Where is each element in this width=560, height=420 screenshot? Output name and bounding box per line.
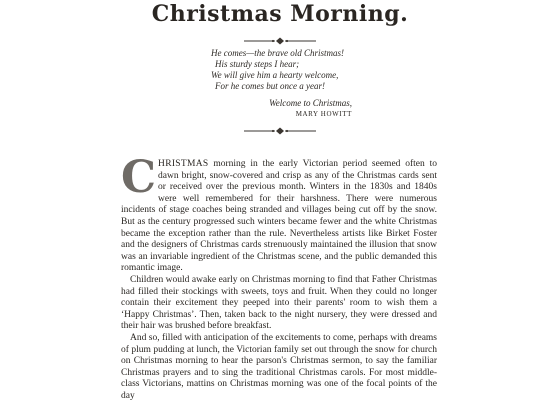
drop-cap: C xyxy=(121,152,157,203)
poem-line: He comes—the brave old Christmas! xyxy=(211,48,344,58)
article-paragraph: And so, filled with anticipation of the excitements to come, perhaps with dreams of plum pudding at lunch, the Victorian family set out through the snow for church on Christmas morning to hear the parson's Christmas sermon, to say the familiar Christmas prayers and to sing the traditional Christmas carols. For most middle-class Victorians, mattins on Christmas morning was one of the focal points of the day xyxy=(121,332,437,401)
diamond-rule-ornament-icon xyxy=(244,127,316,135)
page-title: Christmas Morning. xyxy=(151,1,409,27)
poem-source: Welcome to Christmas, xyxy=(269,98,352,108)
poem-line: We will give him a hearty welcome, xyxy=(211,70,339,80)
diamond-rule-ornament-icon xyxy=(244,37,316,45)
poem-attribution xyxy=(232,98,352,120)
lead-word: HRISTMAS xyxy=(158,159,209,169)
article-paragraph: Children would awake early on Christmas morning to find that Father Christmas had filled their stockings with sweets, toys and fruit. When they could no longer contain their excitement they peeped into their parents' room to wish them a ‘Happy Christmas’. Then, taken back to the night nursery, they were dressed and their hair was brushed before breakfast. xyxy=(121,274,437,332)
poem-author: MARY HOWITT xyxy=(295,110,352,118)
poem-line: For he comes but once a year! xyxy=(215,81,325,91)
poem-line: His sturdy steps I hear; xyxy=(215,59,300,69)
epigraph-poem xyxy=(211,48,371,92)
article-paragraph xyxy=(121,152,437,275)
article-body xyxy=(121,152,437,402)
paragraph-text: morning in the early Victorian period seemed often to dawn bright, snow-covered and crisp as any of the Christmas cards sent or received over the previous month. Winters in the 1830s and 1840s were well remembered for their harshness. There were numerous incidents of stage coaches being stranded and villages being cut off by the snow. But as the century progressed such winters became fewer and the white Christmas became the exception rather than the rule. Nevertheless artists like Birket Foster and the designers of Christmas cards strenuously maintained the illusion that snow was an invariable ingredient of the Christmas scene, and the public demanded this romantic image. xyxy=(121,159,437,274)
